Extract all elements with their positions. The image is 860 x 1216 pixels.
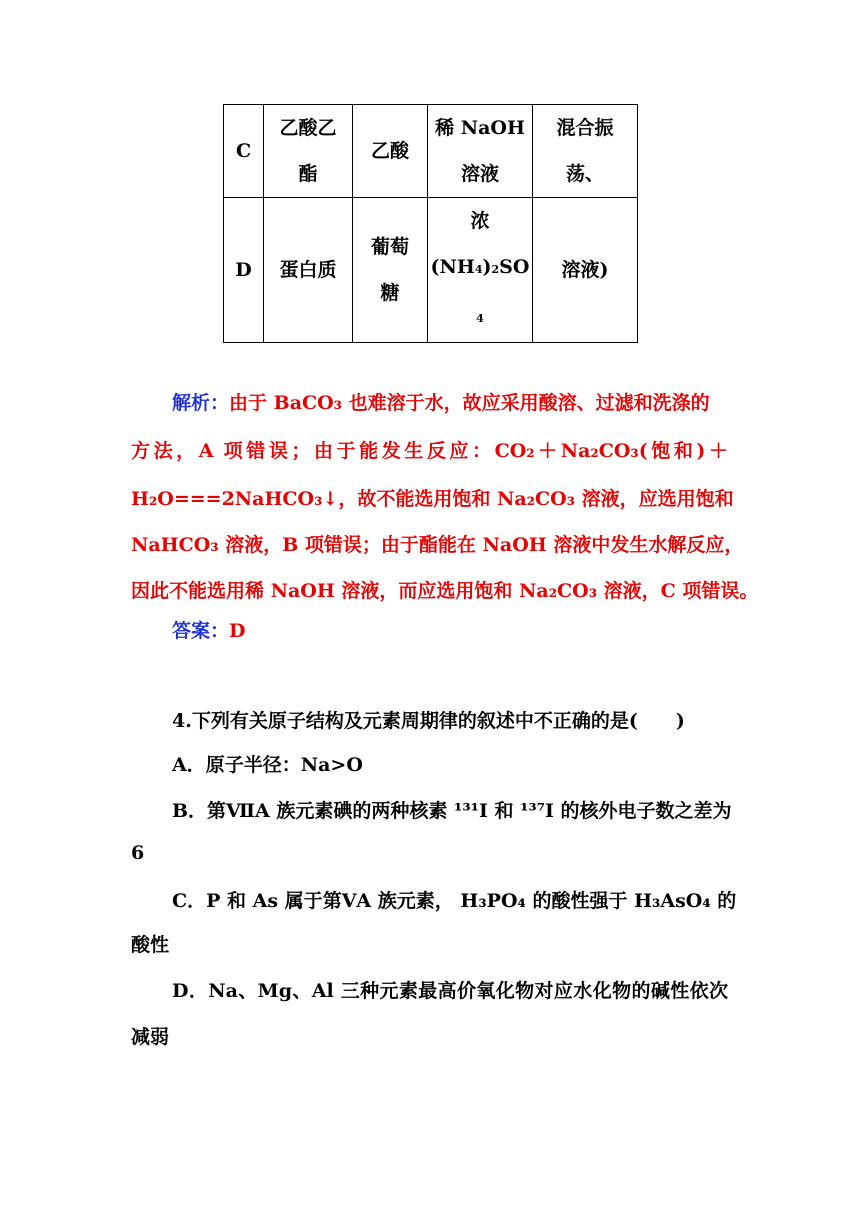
cell-subscript: 4 (476, 312, 484, 325)
cell-text: 乙酸乙 (279, 117, 337, 139)
table-cell: 蛋白质 (264, 198, 353, 343)
option-b-line-2: 6 (131, 842, 145, 864)
cell-text: 酯 (298, 163, 318, 185)
answer-label: 答案： (172, 620, 230, 642)
experiment-table (223, 104, 638, 343)
cell-text: 葡萄 (370, 236, 409, 258)
table-cell (264, 105, 353, 198)
table-row (224, 105, 638, 198)
analysis-label: 解析： (172, 392, 230, 414)
cell-subscript: 2 (491, 263, 500, 276)
cell-text: 混合振 (556, 117, 614, 139)
table-cell (533, 105, 638, 198)
analysis-line-5: 因此不能选用稀 NaOH 溶液，而应选用饱和 Na₂CO₃ 溶液，C 项错误。 (131, 580, 759, 602)
cell-text: 稀 NaOH (435, 117, 525, 139)
option-d-line-2: 减弱 (131, 1026, 170, 1048)
option-c-line-1: C．P 和 As 属于第ⅤA 族元素， H₃PO₄ 的酸性强于 H₃AsO₄ 的 (172, 890, 737, 912)
option-d-line-1: D．Na、Mg、Al 三种元素最高价氧化物对应水化物的碱性依次 (172, 980, 728, 1002)
table-cell (428, 105, 533, 198)
cell-text: 浓 (470, 210, 490, 232)
question-stem: 4.下列有关原子结构及元素周期律的叙述中不正确的是( ) (172, 710, 685, 732)
cell-text: (NH (430, 256, 475, 278)
analysis-line-2: 方法，A 项错误；由于能发生反应：CO₂＋Na₂CO₃(饱和)＋ (131, 440, 728, 462)
answer-value: D (229, 620, 246, 642)
table-cell: 溶液) (533, 198, 638, 343)
cell-text: ) (482, 256, 492, 278)
table-cell (353, 198, 428, 343)
cell-text: 糖 (380, 282, 400, 304)
cell-text: SO (499, 256, 530, 278)
option-b-line-1: B．第ⅦA 族元素碘的两种核素 ¹³¹I 和 ¹³⁷I 的核外电子数之差为 (172, 800, 732, 822)
analysis-text: 由于 BaCO₃ 也难溶于水，故应采用酸溶、过滤和洗涤的 (229, 392, 710, 414)
answer (172, 616, 246, 643)
row-label: C (224, 105, 264, 198)
table-cell (428, 198, 533, 343)
analysis-line-1 (172, 388, 728, 415)
analysis-line-3: H₂O===2NaHCO₃↓，故不能选用饱和 Na₂CO₃ 溶液，应选用饱和 (131, 488, 734, 510)
cell-text: 荡、 (565, 163, 604, 185)
cell-text: 溶液 (460, 163, 499, 185)
row-label: D (224, 198, 264, 343)
cell-subscript: 4 (474, 263, 483, 276)
option-c-line-2: 酸性 (131, 934, 170, 956)
option-a: A．原子半径：Na>O (172, 754, 363, 776)
table-row (224, 198, 638, 343)
table-cell: 乙酸 (353, 105, 428, 198)
analysis-line-4: NaHCO₃ 溶液，B 项错误；由于酯能在 NaOH 溶液中发生水解反应， (131, 534, 744, 556)
